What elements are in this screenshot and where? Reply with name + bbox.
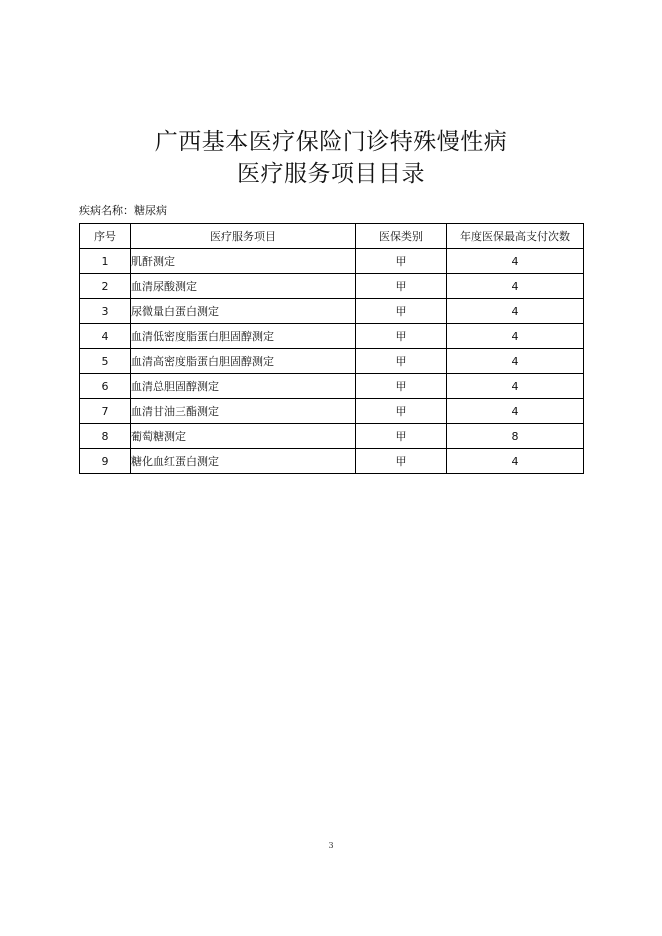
row-max-payments: 4 xyxy=(447,249,584,274)
table-row xyxy=(80,449,584,474)
disease-label: 疾病名称： xyxy=(79,204,134,217)
row-index: 1 xyxy=(80,249,131,274)
page-number: 3 xyxy=(328,841,334,850)
row-max-payments: 4 xyxy=(447,324,584,349)
row-index: 3 xyxy=(80,299,131,324)
row-max-payments: 4 xyxy=(447,374,584,399)
row-insurance-category: 甲 xyxy=(356,324,447,349)
row-service-item: 血清尿酸测定 xyxy=(131,274,356,299)
table-row xyxy=(80,349,584,374)
row-insurance-category: 甲 xyxy=(356,374,447,399)
row-index: 7 xyxy=(80,399,131,424)
table-row xyxy=(80,424,584,449)
row-max-payments: 4 xyxy=(447,349,584,374)
row-service-item: 血清总胆固醇测定 xyxy=(131,374,356,399)
header-service-item: 医疗服务项目 xyxy=(131,224,356,249)
row-insurance-category: 甲 xyxy=(356,449,447,474)
row-insurance-category: 甲 xyxy=(356,274,447,299)
row-index: 2 xyxy=(80,274,131,299)
row-insurance-category: 甲 xyxy=(356,349,447,374)
row-index: 8 xyxy=(80,424,131,449)
row-insurance-category: 甲 xyxy=(356,424,447,449)
page-title-line-1: 广西基本医疗保险门诊特殊慢性病 xyxy=(154,129,508,155)
page-title-line-2: 医疗服务项目目录 xyxy=(237,161,425,187)
row-service-item: 糖化血红蛋白测定 xyxy=(131,449,356,474)
header-insurance-category: 医保类别 xyxy=(356,224,447,249)
row-index: 9 xyxy=(80,449,131,474)
row-service-item: 肌酐测定 xyxy=(131,249,356,274)
row-insurance-category: 甲 xyxy=(356,249,447,274)
row-insurance-category: 甲 xyxy=(356,299,447,324)
table-row xyxy=(80,249,584,274)
table-row xyxy=(80,374,584,399)
row-insurance-category: 甲 xyxy=(356,399,447,424)
row-index: 4 xyxy=(80,324,131,349)
row-service-item: 葡萄糖测定 xyxy=(131,424,356,449)
service-items-table xyxy=(79,223,584,474)
table-row xyxy=(80,299,584,324)
row-max-payments: 4 xyxy=(447,299,584,324)
table-header-row xyxy=(80,224,584,249)
table-row xyxy=(80,274,584,299)
row-max-payments: 4 xyxy=(447,449,584,474)
row-max-payments: 4 xyxy=(447,274,584,299)
row-index: 5 xyxy=(80,349,131,374)
header-index: 序号 xyxy=(80,224,131,249)
row-max-payments: 8 xyxy=(447,424,584,449)
header-max-annual-payments: 年度医保最高支付次数 xyxy=(447,224,584,249)
row-service-item: 血清高密度脂蛋白胆固醇测定 xyxy=(131,349,356,374)
table-row xyxy=(80,324,584,349)
row-max-payments: 4 xyxy=(447,399,584,424)
row-service-item: 血清甘油三酯测定 xyxy=(131,399,356,424)
row-index: 6 xyxy=(80,374,131,399)
row-service-item: 尿微量白蛋白测定 xyxy=(131,299,356,324)
disease-name-line xyxy=(79,204,167,218)
disease-value: 糖尿病 xyxy=(134,204,167,217)
row-service-item: 血清低密度脂蛋白胆固醇测定 xyxy=(131,324,356,349)
table-row xyxy=(80,399,584,424)
